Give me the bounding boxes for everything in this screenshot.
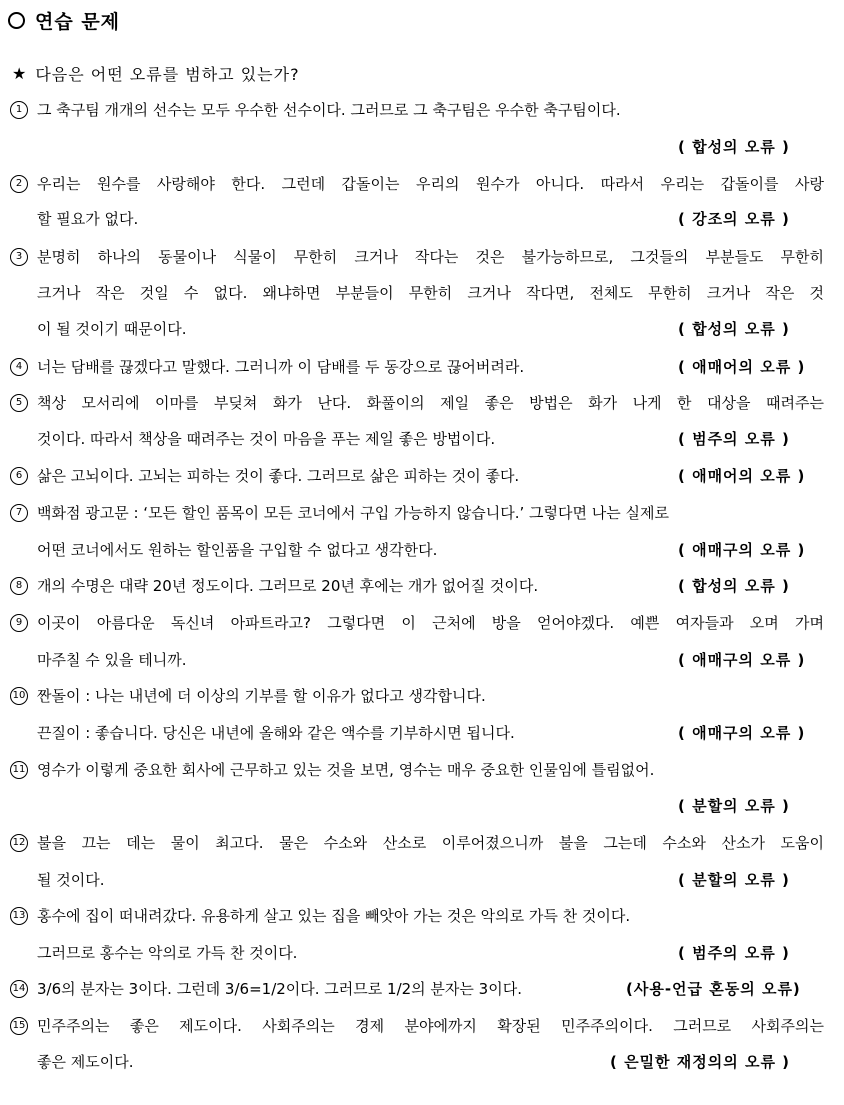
title-text: 연습 문제 (35, 10, 121, 33)
number-badge: 3 (10, 248, 28, 266)
answer-label: ( 범주의 오류 ) (678, 944, 790, 962)
problem-text: 백화점 광고문 : ‘모든 할인 품목이 모든 코너에서 구입 가능하지 않습니다.’ 그렇다면 나는 실제로 (37, 504, 669, 522)
problem-text: 개의 수명은 대략 20년 정도이다. 그러므로 20년 후에는 개가 없어질 것이다. (37, 577, 539, 595)
problem-text: 분명히 하나의 동물이나 식물이 무한히 크거나 작다는 것은 불가능하므로, 그것들의 부분들도 무한히 (37, 248, 824, 266)
problem-text: 그러므로 홍수는 악의로 가득 찬 것이다. (37, 944, 298, 962)
problem-text: 어떤 코너에서도 원하는 할인품을 구입할 수 없다고 생각한다. (37, 541, 438, 559)
problem-8-line-1 (0, 571, 844, 601)
problem-3-line-2 (0, 278, 844, 308)
problem-text: 불을 끄는 데는 물이 최고다. 물은 수소와 산소로 이루어졌으니까 불을 그는데 수소와 산소가 도움이 (37, 834, 824, 852)
number-badge: 12 (10, 834, 28, 852)
answer-label: ( 애매구의 오류 ) (678, 724, 806, 742)
problem-11-answer-line (0, 791, 844, 821)
problem-13-line-1 (0, 901, 844, 931)
problem-text: 3/6의 분자는 3이다. 그런데 3/6=1/2이다. 그러므로 1/2의 분자는 3이다. (37, 980, 522, 998)
problem-14-line-1 (0, 974, 844, 1004)
problem-12-line-2 (0, 865, 844, 895)
page-title (8, 6, 120, 34)
problem-15-line-1 (0, 1011, 844, 1041)
answer-label: ( 합성의 오류 ) (678, 320, 790, 338)
number-badge: 4 (10, 358, 28, 376)
problem-2-line-2 (0, 204, 844, 234)
problem-9-line-2 (0, 645, 844, 675)
problem-text: 삶은 고뇌이다. 고뇌는 피하는 것이 좋다. 그러므로 삶은 피하는 것이 좋다. (37, 467, 520, 485)
answer-label: ( 합성의 오류 ) (678, 577, 790, 595)
problem-5-line-1 (0, 388, 844, 418)
number-badge: 7 (10, 504, 28, 522)
problem-13-line-2 (0, 938, 844, 968)
problem-3-line-3 (0, 314, 844, 344)
instruction (12, 58, 300, 88)
problem-12-line-1 (0, 828, 844, 858)
answer-label: ( 분할의 오류 ) (678, 797, 790, 815)
answer-label: ( 합성의 오류 ) (678, 138, 790, 156)
problem-text: 이 될 것이기 때문이다. (37, 320, 187, 338)
number-badge: 10 (10, 687, 28, 705)
problem-9-line-1 (0, 608, 844, 638)
problem-text: 민주주의는 좋은 제도이다. 사회주의는 경제 분야에까지 확장된 민주주의이다. 그러므로 사회주의는 (37, 1017, 824, 1035)
problem-1-line-1 (0, 95, 844, 125)
problem-text: 홍수에 집이 떠내려갔다. 유용하게 살고 있는 집을 빼앗아 가는 것은 악의로 가득 찬 것이다. (37, 907, 631, 925)
number-badge: 9 (10, 614, 28, 632)
problem-5-line-2 (0, 424, 844, 454)
problem-text: 이곳이 아름다운 독신녀 아파트라고? 그렇다면 이 근처에 방을 얻어야겠다. 예쁜 여자들과 오며 가며 (37, 614, 824, 632)
number-badge: 1 (10, 101, 28, 119)
number-badge: 5 (10, 394, 28, 412)
problem-6-line-1 (0, 461, 844, 491)
answer-label: ( 범주의 오류 ) (678, 430, 790, 448)
problem-15-line-2 (0, 1047, 844, 1077)
answer-label: ( 애매어의 오류 ) (678, 467, 806, 485)
problem-3-line-1 (0, 242, 844, 272)
problem-text: 것이다. 따라서 책상을 때려주는 것이 마음을 푸는 제일 좋은 방법이다. (37, 430, 496, 448)
problem-7-line-1 (0, 498, 844, 528)
problem-text: 끈질이 : 좋습니다. 당신은 내년에 올해와 같은 액수를 기부하시면 됩니다. (37, 724, 515, 742)
problem-10-line-1 (0, 681, 844, 711)
problem-1-answer-line (0, 132, 844, 162)
problem-text: 우리는 원수를 사랑해야 한다. 그런데 갑돌이는 우리의 원수가 아니다. 따라서 우리는 갑돌이를 사랑 (37, 175, 824, 193)
answer-label: ( 애매구의 오류 ) (678, 651, 806, 669)
problem-text: 마주칠 수 있을 테니까. (37, 651, 187, 669)
number-badge: 15 (10, 1017, 28, 1035)
answer-label: ( 애매어의 오류 ) (678, 358, 806, 376)
problem-4-line-1 (0, 352, 844, 382)
problem-text: 너는 담배를 끊겠다고 말했다. 그러니까 이 담배를 두 동강으로 끊어버려라. (37, 358, 525, 376)
problem-text: 될 것이다. (37, 871, 105, 889)
star-icon: ★ (12, 63, 28, 83)
problem-text: 크거나 작은 것일 수 없다. 왜냐하면 부분들이 무한히 크거나 작다면, 전체도 무한히 크거나 작은 것 (37, 284, 824, 302)
number-badge: 13 (10, 907, 28, 925)
answer-label: ( 분할의 오류 ) (678, 871, 790, 889)
problem-text: 짠돌이 : 나는 내년에 더 이상의 기부를 할 이유가 없다고 생각합니다. (37, 687, 486, 705)
problem-text: 좋은 제도이다. (37, 1053, 134, 1071)
problem-7-line-2 (0, 535, 844, 565)
number-badge: 14 (10, 980, 28, 998)
answer-label: (사용-언급 혼동의 오류) (626, 980, 801, 998)
problem-text: 영수가 이렇게 중요한 회사에 근무하고 있는 것을 보면, 영수는 매우 중요한 인물임에 틀림없어. (37, 761, 655, 779)
instruction-text: 다음은 어떤 오류를 범하고 있는가? (35, 64, 300, 84)
problem-2-line-1 (0, 169, 844, 199)
answer-label: ( 강조의 오류 ) (678, 210, 790, 228)
problem-text: 그 축구팀 개개의 선수는 모두 우수한 선수이다. 그러므로 그 축구팀은 우수한 축구팀이다. (37, 101, 621, 119)
circle-icon (8, 12, 25, 29)
number-badge: 11 (10, 761, 28, 779)
number-badge: 8 (10, 577, 28, 595)
problem-11-line-1 (0, 755, 844, 785)
problem-10-line-2 (0, 718, 844, 748)
answer-label: ( 애매구의 오류 ) (678, 541, 806, 559)
answer-label: ( 은밀한 재정의의 오류 ) (610, 1053, 791, 1071)
number-badge: 2 (10, 175, 28, 193)
number-badge: 6 (10, 467, 28, 485)
problem-text: 책상 모서리에 이마를 부딪쳐 화가 난다. 화풀이의 제일 좋은 방법은 화가 나게 한 대상을 때려주는 (37, 394, 824, 412)
problem-text: 할 필요가 없다. (37, 210, 139, 228)
